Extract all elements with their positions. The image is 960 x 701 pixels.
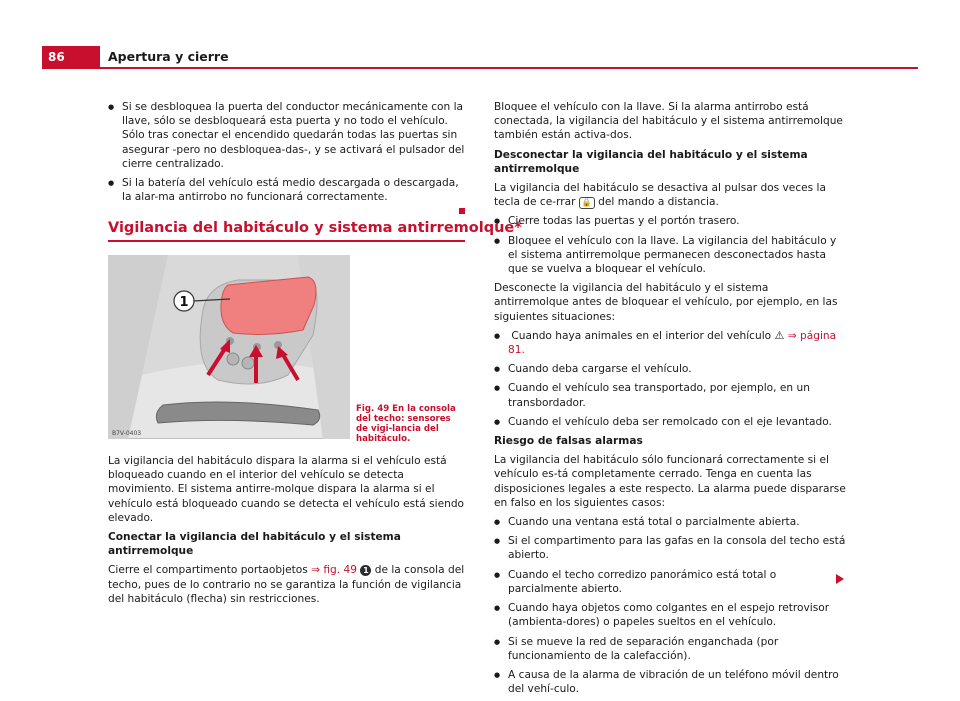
paragraph: La vigilancia del habitáculo dispara la alarma si el vehículo está bloqueado cuando en el interior del vehículo se detecta movimiento. El sistema antirre-molque dispara la alarma si el vehículo está bloqueado cuando se detecta el vehículo está siendo elevado. (108, 455, 465, 524)
continue-arrow-icon (836, 574, 844, 584)
list-item: ● Cuando una ventana está total o parcialmente abierta. (494, 515, 846, 529)
paragraph: Bloquee el vehículo con la llave. Si la alarma antirrobo está conectada, la vigilancia del habitáculo y el sistema antirremolque también están activa-dos. (494, 101, 843, 142)
end-mark-icon (459, 208, 465, 214)
list-item: ● A causa de la alarma de vibración de un teléfono móvil dentro del vehí-culo. (494, 668, 846, 696)
section-rule (108, 240, 465, 242)
figure-ceiling-console (108, 255, 350, 439)
subheading: Riesgo de falsas alarmas (494, 435, 643, 448)
page-reference-link[interactable]: ⇒ página 81. (508, 329, 837, 357)
subheading: Conectar la vigilancia del habitáculo y el sistema antirremolque (108, 531, 401, 558)
page-number: 86 (42, 46, 100, 68)
running-header: Apertura y cierre (108, 49, 229, 64)
list-item: ● Cuando el vehículo deba ser remolcado con el eje levantado. (494, 415, 846, 429)
figure-callout-1: 1 (179, 295, 189, 310)
paragraph: La vigilancia del habitáculo se desactiva al pulsar dos veces la tecla de ce-rrar 🔒 del mando a distancia. (494, 182, 826, 209)
callout-number-icon: 1 (360, 565, 371, 576)
figure-reference-link[interactable]: ⇒ fig. 49 (311, 564, 357, 577)
list-item: ● Si se desbloquea la puerta del conductor mecánicamente con la llave, sólo se desbloqueará esta puerta y no todo el vehículo. Sólo tras conectar el encendido quedarán todas las puertas sin asegurar -pero no desbloquea-das-, y se activará el pulsador del cierre centralizado. (108, 100, 465, 171)
list-item: ● Cuando el techo corredizo panorámico está total o parcialmente abierto. (494, 568, 846, 596)
list-item: ● Si el compartimento para las gafas en la consola del techo está abierto. (494, 534, 846, 562)
figure-code: B7V-0403 (112, 430, 142, 437)
paragraph: Cierre el compartimento portaobjetos ⇒ fig. 49 1 de la consola del techo, pues de lo contrario no se garantiza la función de vigilancia del habitáculo (flecha) sin restricciones. (108, 564, 465, 605)
list-item: ● Bloquee el vehículo con la llave. La vigilancia del habitáculo y el sistema antirremolque permanecen desconectados hasta que se vuelva a bloquear el vehículo. (494, 234, 846, 277)
paragraph: La vigilancia del habitáculo sólo funcionará correctamente si el vehículo es-tá completamente cerrado. Tenga en cuenta las disposiciones legales a este respecto. La alarma puede dispararse en falso en los siguientes casos: (494, 454, 846, 509)
list-item: ● Cuando haya animales en el interior del vehículo ⚠ ⇒ página 81. (494, 329, 846, 357)
list-item: ● Cuando haya objetos como colgantes en el espejo retrovisor (ambienta-dores) o papeles sueltos en el vehículo. (494, 601, 846, 629)
list-item: ● Cierre todas las puertas y el portón trasero. (494, 214, 846, 228)
header-rule (42, 67, 918, 69)
list-item: ● Si se mueve la red de separación enganchada (por funcionamiento de la calefacción). (494, 635, 846, 663)
ceiling-console-illustration (108, 255, 350, 439)
warning-icon: ⚠ (774, 328, 785, 342)
list-item: ● Cuando el vehículo sea transportado, por ejemplo, en un transbordador. (494, 381, 846, 409)
figure-caption: Fig. 49 En la consola del techo: sensores de vigi-lancia del habitáculo. (356, 404, 456, 444)
right-column (494, 100, 846, 701)
subheading: Desconectar la vigilancia del habitáculo y el sistema antirremolque (494, 148, 808, 175)
section-title: Vigilancia del habitáculo y sistema antirremolque* (108, 220, 522, 236)
list-item: ● Si la batería del vehículo está medio descargada o descargada, la alar-ma antirrobo no funcionará correctamente. (108, 176, 465, 219)
list-item: ● Cuando deba cargarse el vehículo. (494, 362, 846, 376)
paragraph: Desconecte la vigilancia del habitáculo y el sistema antirremolque antes de bloquear el vehículo, por ejemplo, en las siguientes situaciones: (494, 282, 838, 323)
lock-key-icon: 🔒 (579, 197, 595, 209)
left-top-column (108, 100, 465, 224)
left-bottom-column (108, 454, 465, 611)
